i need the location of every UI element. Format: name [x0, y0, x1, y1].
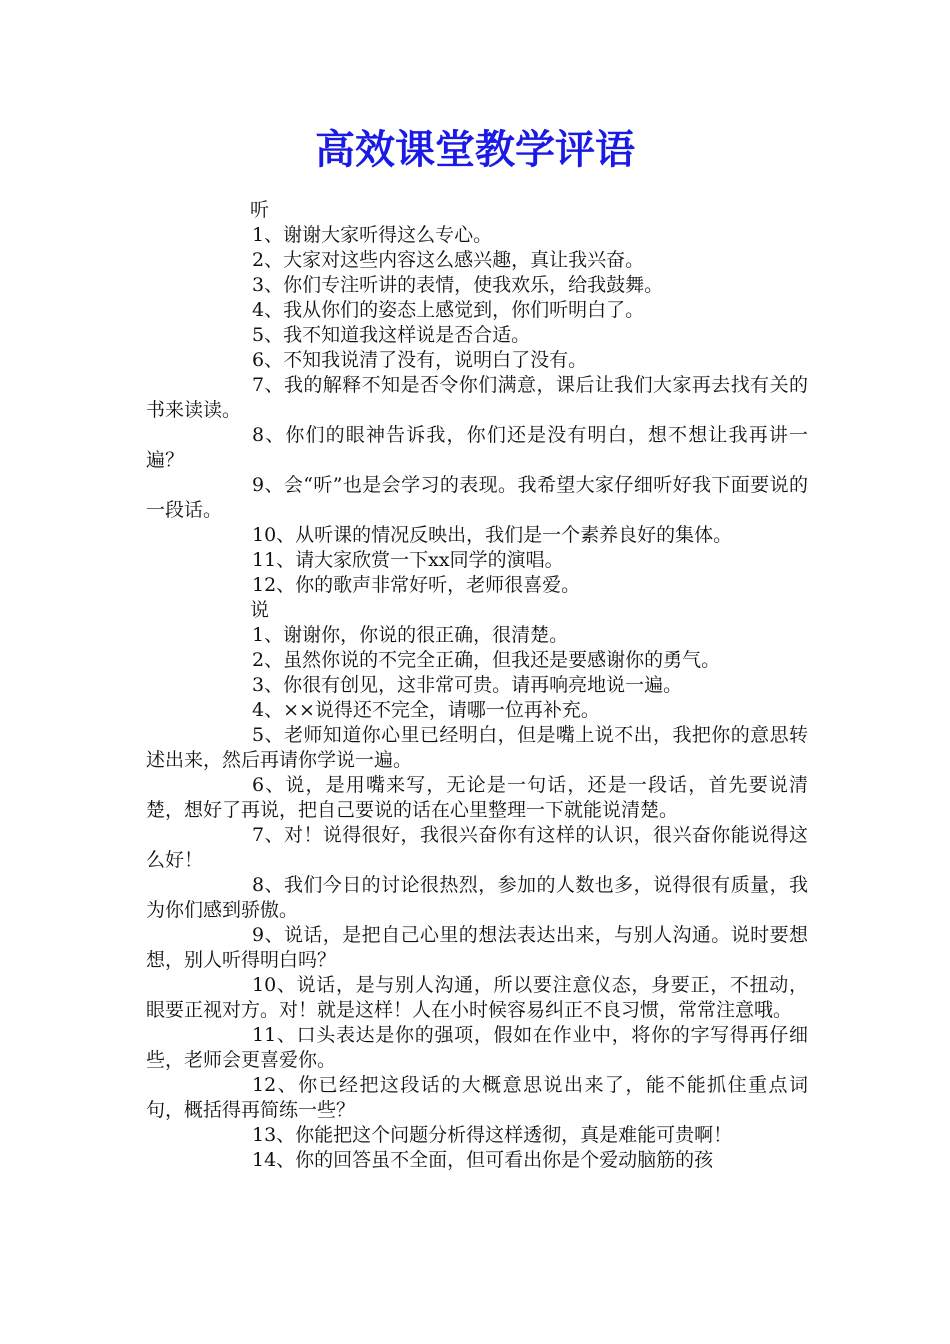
list-item: 10、说话，是与别人沟通，所以要注意仪态，身要正，不扭动，眼要正视对方。对！就是这样！人在小时候容易纠正不良习惯，常常注意哦。 [146, 974, 808, 1021]
list-item: 5、我不知道我这样说是否合适。 [252, 324, 531, 346]
list-item: 3、你很有创见，这非常可贵。请再响亮地说一遍。 [252, 674, 683, 696]
document-body [146, 198, 808, 1173]
list-item: 2、虽然你说的不完全正确，但我还是要感谢你的勇气。 [252, 649, 721, 671]
document-title: 高效课堂教学评语 [315, 126, 635, 173]
section-heading-listen: 听 [250, 199, 270, 221]
list-item: 11、口头表达是你的强项，假如在作业中，将你的字写得再仔细些，老师会更喜爱你。 [146, 1024, 808, 1071]
list-item: 10、从听课的情况反映出，我们是一个素养良好的集体。 [252, 524, 733, 546]
section-heading-speak: 说 [250, 599, 270, 621]
list-item: 14、你的回答虽不全面，但可看出你是个爱动脑筋的孩 [252, 1149, 714, 1171]
list-item: 7、我的解释不知是否令你们满意，课后让我们大家再去找有关的书来读读。 [146, 374, 808, 421]
list-item: 4、我从你们的姿态上感觉到，你们听明白了。 [252, 299, 645, 321]
list-item: 3、你们专注听讲的表情，使我欢乐，给我鼓舞。 [252, 274, 664, 296]
list-item: 6、说，是用嘴来写，无论是一句话，还是一段话，首先要说清楚，想好了再说，把自己要说的话在心里整理一下就能说清楚。 [146, 774, 808, 821]
list-item: 9、说话，是把自己心里的想法表达出来，与别人沟通。说时要想想，别人听得明白吗？ [146, 924, 808, 971]
list-item: 1、谢谢你，你说的很正确，很清楚。 [252, 624, 569, 646]
list-item: 13、你能把这个问题分析得这样透彻，真是难能可贵啊！ [252, 1124, 733, 1146]
list-item: 1、谢谢大家听得这么专心。 [252, 224, 493, 246]
list-item: 11、请大家欣赏一下xx同学的演唱。 [252, 549, 564, 571]
list-item: 6、不知我说清了没有，说明白了没有。 [252, 349, 588, 371]
list-item: 8、你们的眼神告诉我，你们还是没有明白，想不想让我再讲一遍？ [146, 424, 808, 471]
list-item: 5、老师知道你心里已经明白，但是嘴上说不出，我把你的意思转述出来，然后再请你学说一遍。 [146, 724, 808, 771]
list-item: 9、会“听”也是会学习的表现。我希望大家仔细听好我下面要说的一段话。 [146, 474, 808, 521]
list-item: 12、你已经把这段话的大概意思说出来了，能不能抓住重点词句，概括得再简练一些？ [146, 1074, 808, 1121]
list-item: 4、××说得还不完全，请哪一位再补充。 [252, 699, 600, 721]
list-item: 2、大家对这些内容这么感兴趣，真让我兴奋。 [252, 249, 645, 271]
list-item: 7、对！说得很好，我很兴奋你有这样的认识，很兴奋你能说得这么好！ [146, 824, 808, 871]
list-item: 12、你的歌声非常好听，老师很喜爱。 [252, 574, 581, 596]
list-item: 8、我们今日的讨论很热烈，参加的人数也多，说得很有质量，我为你们感到骄傲。 [146, 874, 808, 921]
